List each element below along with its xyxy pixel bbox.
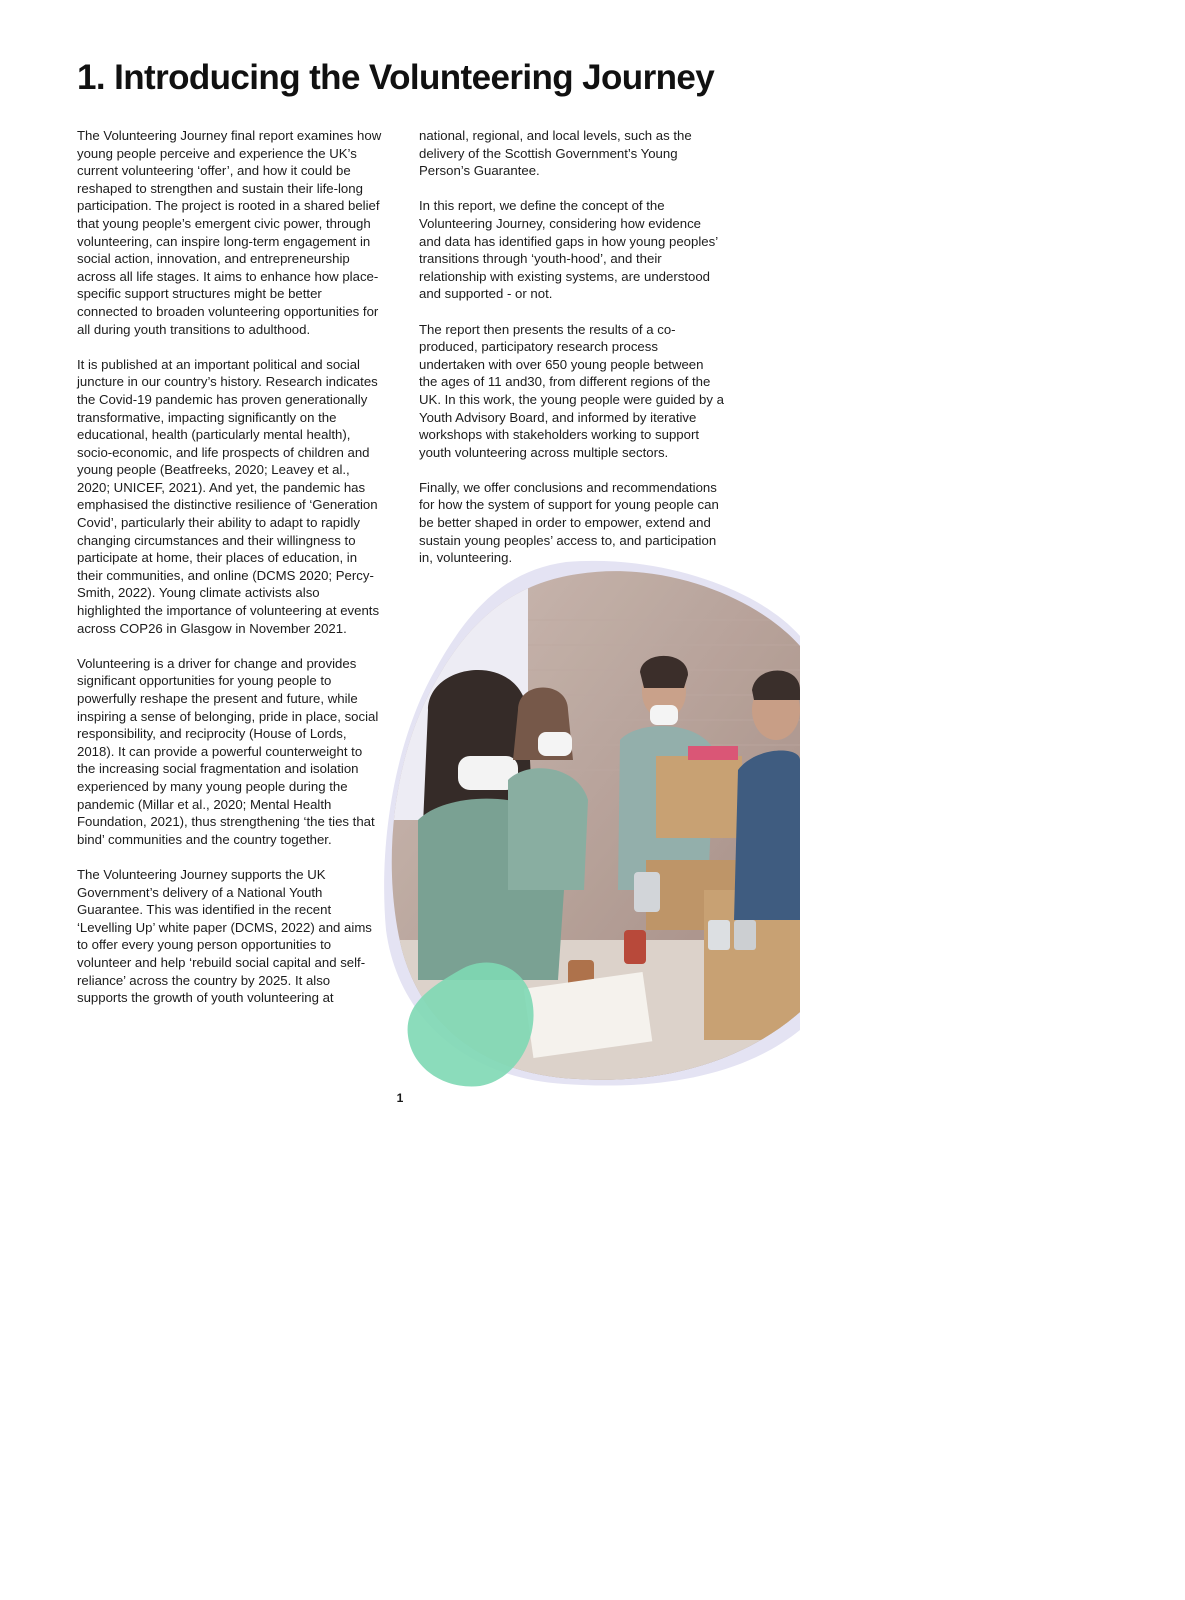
page-number: 1: [396, 1091, 404, 1105]
photo-credit: © Zoran Zeremski / Adobe Stock: [1175, 1469, 1185, 1600]
page-title: 1. Introducing the Volunteering Journey: [77, 58, 715, 97]
paragraph: The report then presents the results of a co-produced, participatory research process undertaken with over 650 young people between the ages of 11 and30, from different regions of the UK. In this work, the young people were guided by a Youth Advisory Board, and informed by iterative workshops with stakeholders working to support youth volunteering across multiple sectors.: [419, 321, 724, 460]
paragraph: The Volunteering Journey supports the UK Government’s delivery of a National Youth Guarantee. This was identified in the recent ‘Levelling Up’ white paper (DCMS, 2022) and aims to offer every young person opportunities to volunteer and help ‘rebuild social capital and self-reliance’ across the country by 2025. It also supports the growth of youth volunteering at: [77, 866, 372, 1006]
paragraph: Finally, we offer conclusions and recommendations for how the system of support for young people can be better shaped in order to empower, extend and sustain young peoples’ access to, and participation in, volunteering.: [419, 479, 719, 566]
paragraph: national, regional, and local levels, such as the delivery of the Scottish Government’s Young Person’s Guarantee.: [419, 128, 692, 179]
right-column: [419, 127, 724, 584]
paragraph: The Volunteering Journey final report examines how young people perceive and experience the UK’s current volunteering ‘offer’, and how it could be reshaped to strengthen and sustain their life-long participation. The project is rooted in a shared belief that young people’s emergent civic power, through volunteering, can inspire long-term engagement in social action, innovation, and entrepreneurship across all life stages. It aims to enhance how place-specific support structures might be better connected to broaden volunteering opportunities for all during youth transitions to adulthood.: [77, 128, 382, 337]
paragraph: In this report, we define the concept of the Volunteering Journey, considering how evidence and data has identified gaps in how young peoples’ transitions through ‘youth-hood’, and their relationship with existing systems, are understood and supported - or not.: [419, 198, 718, 302]
volunteers-photo: [388, 560, 1185, 1600]
paragraph: Volunteering is a driver for change and provides significant opportunities for young people to powerfully reshape the present and future, while inspiring a sense of belonging, pride in place, social responsibility, and reciprocity (House of Lords, 2018). It can provide a powerful counterweight to the increasing social fragmentation and isolation experienced by many young people during the pandemic (Millar et al., 2020; Mental Health Foundation, 2021), thus strengthening ‘the ties that bind’ communities and the country together.: [77, 655, 379, 847]
paragraph: It is published at an important political and social juncture in our country’s history. Research indicates the Covid-19 pandemic has proven generationally transformative, impacting significantly on the educational, health (particularly mental health), socio-economic, and life prospects of children and young people (Beatfreeks, 2020; Leavey et al., 2020; UNICEF, 2021). And yet, the pandemic has emphasised the distinctive resilience of ‘Generation Covid’, particularly their ability to adapt to rapidly changing circumstances and their willingness to participate at home, their places of education, in their communities, and online (DCMS 2020; Percy-Smith, 2022). Young climate activists also highlighted the importance of volunteering at events across COP26 in Glasgow in November 2021.: [77, 356, 380, 636]
left-column: [77, 127, 383, 1024]
